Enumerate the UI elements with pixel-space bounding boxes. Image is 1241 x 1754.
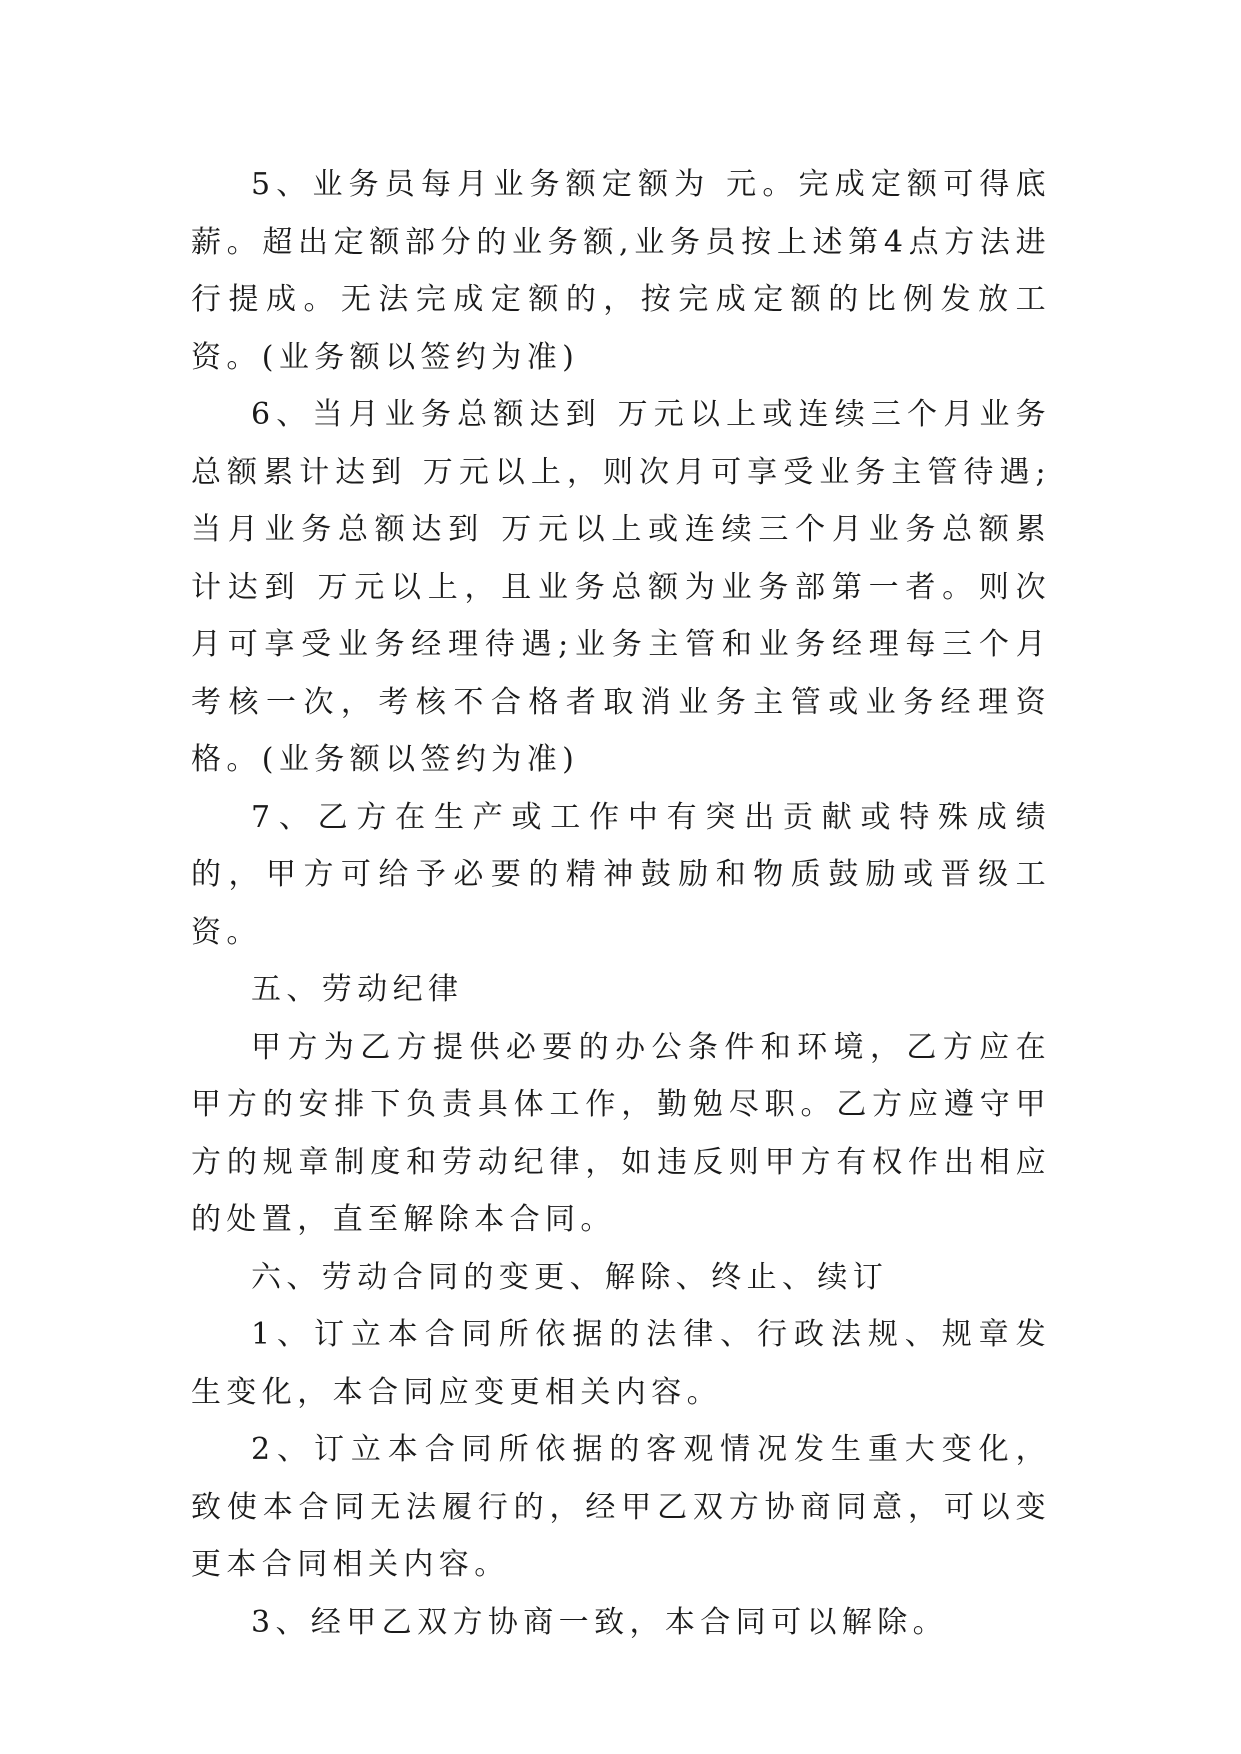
clause-5-paragraph: 5、业务员每月业务额定额为 元。完成定额可得底薪。超出定额部分的业务额,业务员按上述第4点方法进行提成。无法完成定额的，按完成定额的比例发放工资。(业务额以签约为准) (191, 167, 1051, 375)
clause-6-paragraph: 6、当月业务总额达到 万元以上或连续三个月业务总额累计达到 万元以上，则次月可享受业务主管待遇;当月业务总额达到 万元以上或连续三个月业务总额累计达到 万元以上，且业务总额为业务部第一者。则次月可享受业务经理待遇;业务主管和业务经理每三个月考核一次，考核不合格者取消业务主管或业务经理资格。(业务额以签约为准) (191, 397, 1051, 777)
change-clause-2-paragraph: 2、订立本合同所依据的客观情况发生重大变化，致使本合同无法履行的，经甲乙双方协商同意，可以变更本合同相关内容。 (191, 1432, 1051, 1582)
change-clause-3-paragraph: 3、经甲乙双方协商一致，本合同可以解除。 (251, 1604, 949, 1640)
labor-discipline-paragraph: 甲方为乙方提供必要的办公条件和环境，乙方应在甲方的安排下负责具体工作，勤勉尽职。乙方应遵守甲方的规章制度和劳动纪律，如违反则甲方有权作出相应的处置，直至解除本合同。 (191, 1029, 1051, 1237)
section-heading-labor-discipline: 五、劳动纪律 (251, 972, 464, 1007)
document-body (191, 156, 1051, 1651)
clause-7-paragraph: 7、乙方在生产或工作中有突出贡献或特殊成绩的，甲方可给予必要的精神鼓励和物质鼓励或晋级工资。 (191, 799, 1051, 950)
section-heading-contract-changes: 六、劳动合同的变更、解除、终止、续订 (251, 1259, 889, 1295)
change-clause-1-paragraph: 1、订立本合同所依据的法律、行政法规、规章发生变化，本合同应变更相关内容。 (191, 1317, 1051, 1410)
